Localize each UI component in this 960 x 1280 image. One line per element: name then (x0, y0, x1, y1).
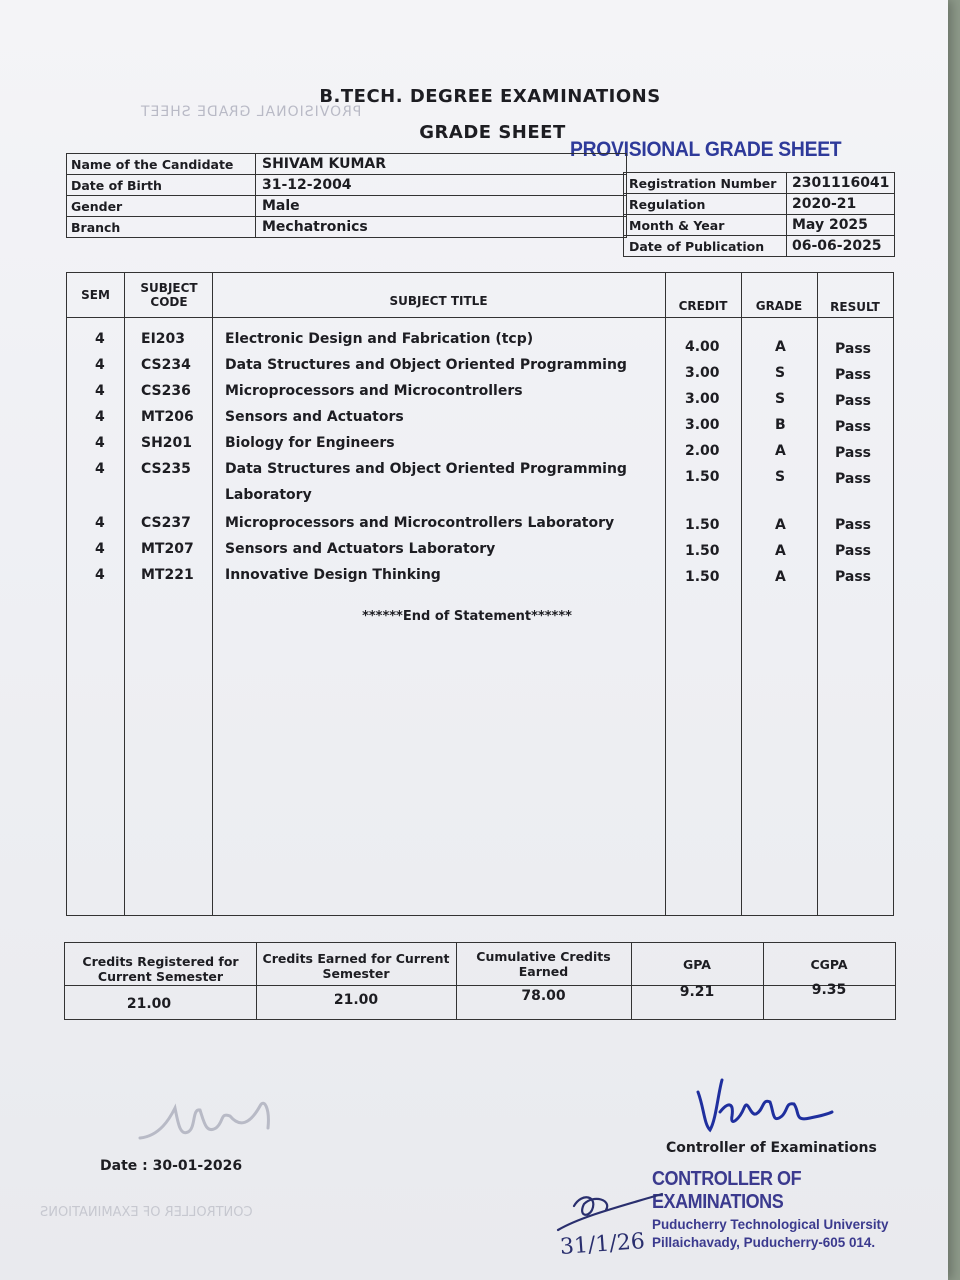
exam-row-pub (624, 236, 895, 257)
cell-title: Biology for Engineers (225, 435, 395, 451)
cell-sem: 4 (95, 435, 105, 451)
cell-result: Pass (835, 367, 871, 383)
cell-grade: S (775, 365, 786, 381)
cell-title: Sensors and Actuators Laboratory (225, 541, 496, 557)
cell-result: Pass (835, 419, 871, 435)
col-header-title: SUBJECT TITLE (389, 294, 488, 308)
table-row (67, 513, 893, 535)
reg-value: 2301116041 (787, 173, 895, 194)
credits-earned-label: Credits Earned for Current Semester (262, 951, 450, 981)
table-row (67, 565, 893, 587)
table-row (67, 355, 893, 383)
cell-grade: A (775, 339, 786, 355)
cell-code: CS235 (141, 461, 191, 477)
cell-result: Pass (835, 543, 871, 559)
gender-value: Male (256, 196, 627, 217)
cell-result: Pass (835, 569, 871, 585)
credits-registered-value: 21.00 (126, 996, 172, 1012)
sheet-title: GRADE SHEET (419, 122, 566, 143)
cell-code: SH201 (141, 435, 193, 451)
cell-title: Data Structures and Object Oriented Programming (225, 357, 627, 373)
candidate-row-branch (67, 217, 627, 238)
cell-sem: 4 (95, 461, 105, 477)
cell-credit: 1.50 (685, 543, 720, 559)
cgpa-label: CGPA (810, 956, 848, 972)
stamp-line-2: Puducherry Technological University (652, 1216, 889, 1232)
bleed-through-text: PROVISIONAL GRADE SHEET (140, 104, 362, 120)
exam-row-month (624, 215, 895, 236)
provisional-stamp: PROVISIONAL GRADE SHEET (570, 138, 842, 161)
cell-result: Pass (835, 471, 871, 487)
handwritten-date: 31/1/26 (559, 1229, 646, 1260)
dob-label: Date of Birth (67, 175, 256, 196)
col-header-grade: GRADE (755, 299, 803, 313)
cell-result: Pass (835, 517, 871, 533)
name-label: Name of the Candidate (67, 154, 256, 175)
cell-result: Pass (835, 445, 871, 461)
cell-credit: 1.50 (685, 569, 720, 585)
cell-code: EI203 (141, 331, 185, 347)
name-value: SHIVAM KUMAR (256, 154, 627, 175)
controller-signature (690, 1072, 840, 1142)
col-header-result: RESULT (830, 300, 880, 314)
cell-code: MT206 (141, 409, 194, 425)
candidate-row-dob (67, 175, 627, 196)
col-header-credit: CREDIT (678, 299, 728, 313)
cell-title: Data Structures and Object Oriented Programming (225, 461, 627, 477)
cell-sem: 4 (95, 383, 105, 399)
cell-grade: B (775, 417, 786, 433)
credits-earned-value: 21.00 (333, 992, 379, 1008)
exam-row-reg (624, 173, 895, 194)
stamp-line-3: Pillaichavady, Puducherry-605 014. (652, 1234, 876, 1250)
controller-stamp (652, 1168, 948, 1250)
cumulative-credits-label: Cumulative Credits Earned (476, 949, 611, 979)
branch-value: Mechatronics (256, 217, 627, 238)
regulation-value: 2020-21 (787, 194, 895, 215)
table-row (67, 539, 893, 561)
reg-label: Registration Number (624, 173, 787, 194)
cell-result: Pass (835, 393, 871, 409)
gpa-label: GPA (683, 956, 711, 972)
cell-credit: 1.50 (685, 517, 720, 533)
cell-grade: S (775, 469, 786, 485)
cell-code: CS236 (141, 383, 191, 399)
cell-result: Pass (835, 341, 871, 357)
table-row (67, 459, 893, 507)
cell-credit: 4.00 (685, 339, 720, 355)
cell-sem: 4 (95, 541, 105, 557)
pub-value: 06-06-2025 (787, 236, 895, 257)
cell-title: Microprocessors and Microcontrollers (225, 383, 523, 399)
cell-sem: 4 (95, 567, 105, 583)
cell-code: CS237 (141, 515, 191, 531)
end-of-statement: ******End of Statement****** (362, 609, 572, 624)
cell-credit: 3.00 (685, 365, 720, 381)
exam-info-table (623, 172, 895, 257)
bleed-through-text-bottom: CONTROLLER OF EXAMINATIONS (40, 1205, 253, 1220)
cell-title: Microprocessors and Microcontrollers Laboratory (225, 515, 615, 531)
month-value: May 2025 (787, 215, 895, 236)
candidate-row-name (67, 154, 627, 175)
table-row (67, 329, 893, 357)
cell-grade: S (775, 391, 786, 407)
cell-credit: 3.00 (685, 417, 720, 433)
cell-credit: 2.00 (685, 443, 720, 459)
cell-title: Electronic Design and Fabrication (tcp) (225, 331, 534, 347)
issue-date: Date : 30-01-2026 (100, 1158, 243, 1174)
cell-grade: A (775, 443, 786, 459)
candidate-info-table (66, 153, 627, 238)
regulation-label: Regulation (624, 194, 787, 215)
faded-signature (130, 1088, 290, 1158)
cell-code: CS234 (141, 357, 191, 373)
cell-code: MT221 (141, 567, 194, 583)
cell-credit: 1.50 (685, 469, 720, 485)
stamp-line-1: CONTROLLER OF EXAMINATIONS (652, 1168, 802, 1213)
controller-label: Controller of Examinations (666, 1140, 877, 1156)
gender-label: Gender (67, 196, 256, 217)
cell-title: Sensors and Actuators (225, 409, 404, 425)
table-row (67, 407, 893, 435)
cgpa-value: 9.35 (811, 982, 847, 998)
col-header-sem: SEM (81, 288, 110, 302)
cell-title: Innovative Design Thinking (225, 567, 441, 583)
cell-sem: 4 (95, 331, 105, 347)
credits-registered-label: Credits Registered for Current Semester (82, 954, 239, 984)
gpa-value: 9.21 (679, 984, 715, 1000)
col-header-code: SUBJECT CODE (140, 281, 198, 309)
cell-grade: A (775, 543, 786, 559)
grades-table (66, 272, 894, 916)
table-row (67, 433, 893, 461)
branch-label: Branch (67, 217, 256, 238)
cumulative-credits-value: 78.00 (521, 988, 566, 1004)
cell-sem: 4 (95, 515, 105, 531)
cell-grade: A (775, 569, 786, 585)
header-divider (67, 317, 893, 318)
exam-row-regulation (624, 194, 895, 215)
cell-credit: 3.00 (685, 391, 720, 407)
month-label: Month & Year (624, 215, 787, 236)
candidate-row-gender (67, 196, 627, 217)
pub-label: Date of Publication (624, 236, 787, 257)
table-row (67, 381, 893, 409)
dob-value: 31-12-2004 (256, 175, 627, 196)
cell-sem: 4 (95, 409, 105, 425)
exam-title: B.TECH. DEGREE EXAMINATIONS (319, 86, 661, 107)
cell-code: MT207 (141, 541, 194, 557)
cell-title-continued: Laboratory (225, 487, 312, 503)
cell-grade: A (775, 517, 786, 533)
cell-sem: 4 (95, 357, 105, 373)
summary-table (64, 942, 896, 1020)
